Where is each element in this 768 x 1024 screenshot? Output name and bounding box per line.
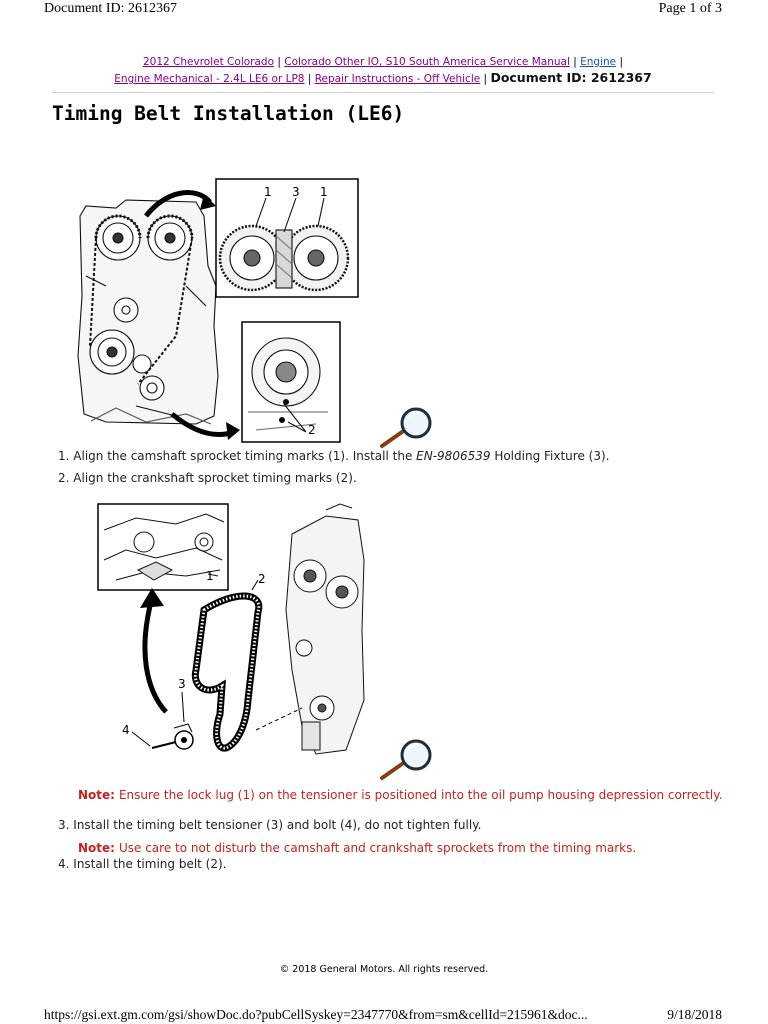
breadcrumb-link-model[interactable]: 2012 Chevrolet Colorado (143, 56, 274, 68)
note-text: Ensure the lock lug (1) on the tensioner is positioned into the oil pump housing depression correctly. (118, 788, 723, 802)
step-text: Install the timing belt tensioner (3) and bolt (4), do not tighten fully. (73, 818, 482, 832)
step-text: Align the camshaft sprocket timing marks (1). Install the (73, 449, 417, 463)
list-item (58, 857, 227, 871)
figure1-callout-1b: 1 (320, 185, 328, 199)
print-url: https://gsi.ext.gm.com/gsi/showDoc.do?pubCellSyskey=2347770&from=sm&cellId=215961&doc... (44, 1007, 588, 1022)
note-sprockets (78, 841, 718, 856)
figure2-callout-3: 3 (178, 677, 186, 691)
breadcrumb-link-engine[interactable]: Engine (580, 56, 617, 68)
list-item (58, 449, 609, 463)
note-text: Use care to not disturb the camshaft and crankshaft sprockets from the timing marks. (118, 841, 637, 855)
note-lock-lug (78, 788, 740, 803)
tool-number: EN-9806539 (416, 449, 491, 463)
step-number: 4. (58, 857, 70, 871)
breadcrumb-separator: | (483, 73, 488, 85)
breadcrumb-link-repair-instructions[interactable]: Repair Instructions - Off Vehicle (314, 73, 481, 85)
breadcrumb-doc-id: Document ID: 2612367 (490, 70, 652, 85)
figure-timing-belt (96, 500, 366, 762)
step-number: 1. (58, 449, 70, 463)
header-divider (52, 92, 714, 93)
breadcrumb-link-engine-mechanical[interactable]: Engine Mechanical - 2.4L LE6 or LP8 (114, 73, 305, 85)
list-item (58, 471, 357, 485)
copyright: © 2018 General Motors. All rights reserved. (279, 964, 489, 975)
step-text: Holding Fixture (3). (490, 449, 610, 463)
breadcrumb-separator: | (619, 56, 623, 68)
breadcrumb-separator: | (277, 56, 281, 68)
breadcrumb (52, 55, 714, 87)
breadcrumb-link-manual[interactable]: Colorado Other IO, S10 South America Service Manual (284, 56, 570, 68)
magnifier-icon[interactable] (376, 738, 436, 782)
page-title: Timing Belt Installation (LE6) (52, 102, 405, 125)
print-date: 9/18/2018 (667, 1007, 722, 1022)
figure2-callout-2: 2 (258, 572, 266, 586)
print-page-number: Page 1 of 3 (658, 1, 722, 16)
print-doc-id: Document ID: 2612367 (44, 1, 177, 16)
figure2-callout-1: 1 (206, 569, 214, 583)
note-label: Note: (78, 788, 115, 802)
figure-timing-marks (76, 176, 376, 446)
figure1-callout-3: 3 (292, 185, 300, 199)
figure1-callout-2: 2 (308, 423, 316, 437)
magnifier-icon[interactable] (376, 406, 436, 450)
step-number: 3. (58, 818, 70, 832)
step-number: 2. (58, 471, 70, 485)
figure1-callout-1a: 1 (264, 185, 272, 199)
list-item (58, 818, 481, 832)
step-text: Align the crankshaft sprocket timing marks (2). (73, 471, 357, 485)
figure2-callout-4: 4 (122, 723, 130, 737)
breadcrumb-separator: | (573, 56, 577, 68)
print-header (0, 0, 768, 22)
note-label: Note: (78, 841, 115, 855)
step-text: Install the timing belt (2). (73, 857, 227, 871)
breadcrumb-separator: | (307, 73, 312, 85)
